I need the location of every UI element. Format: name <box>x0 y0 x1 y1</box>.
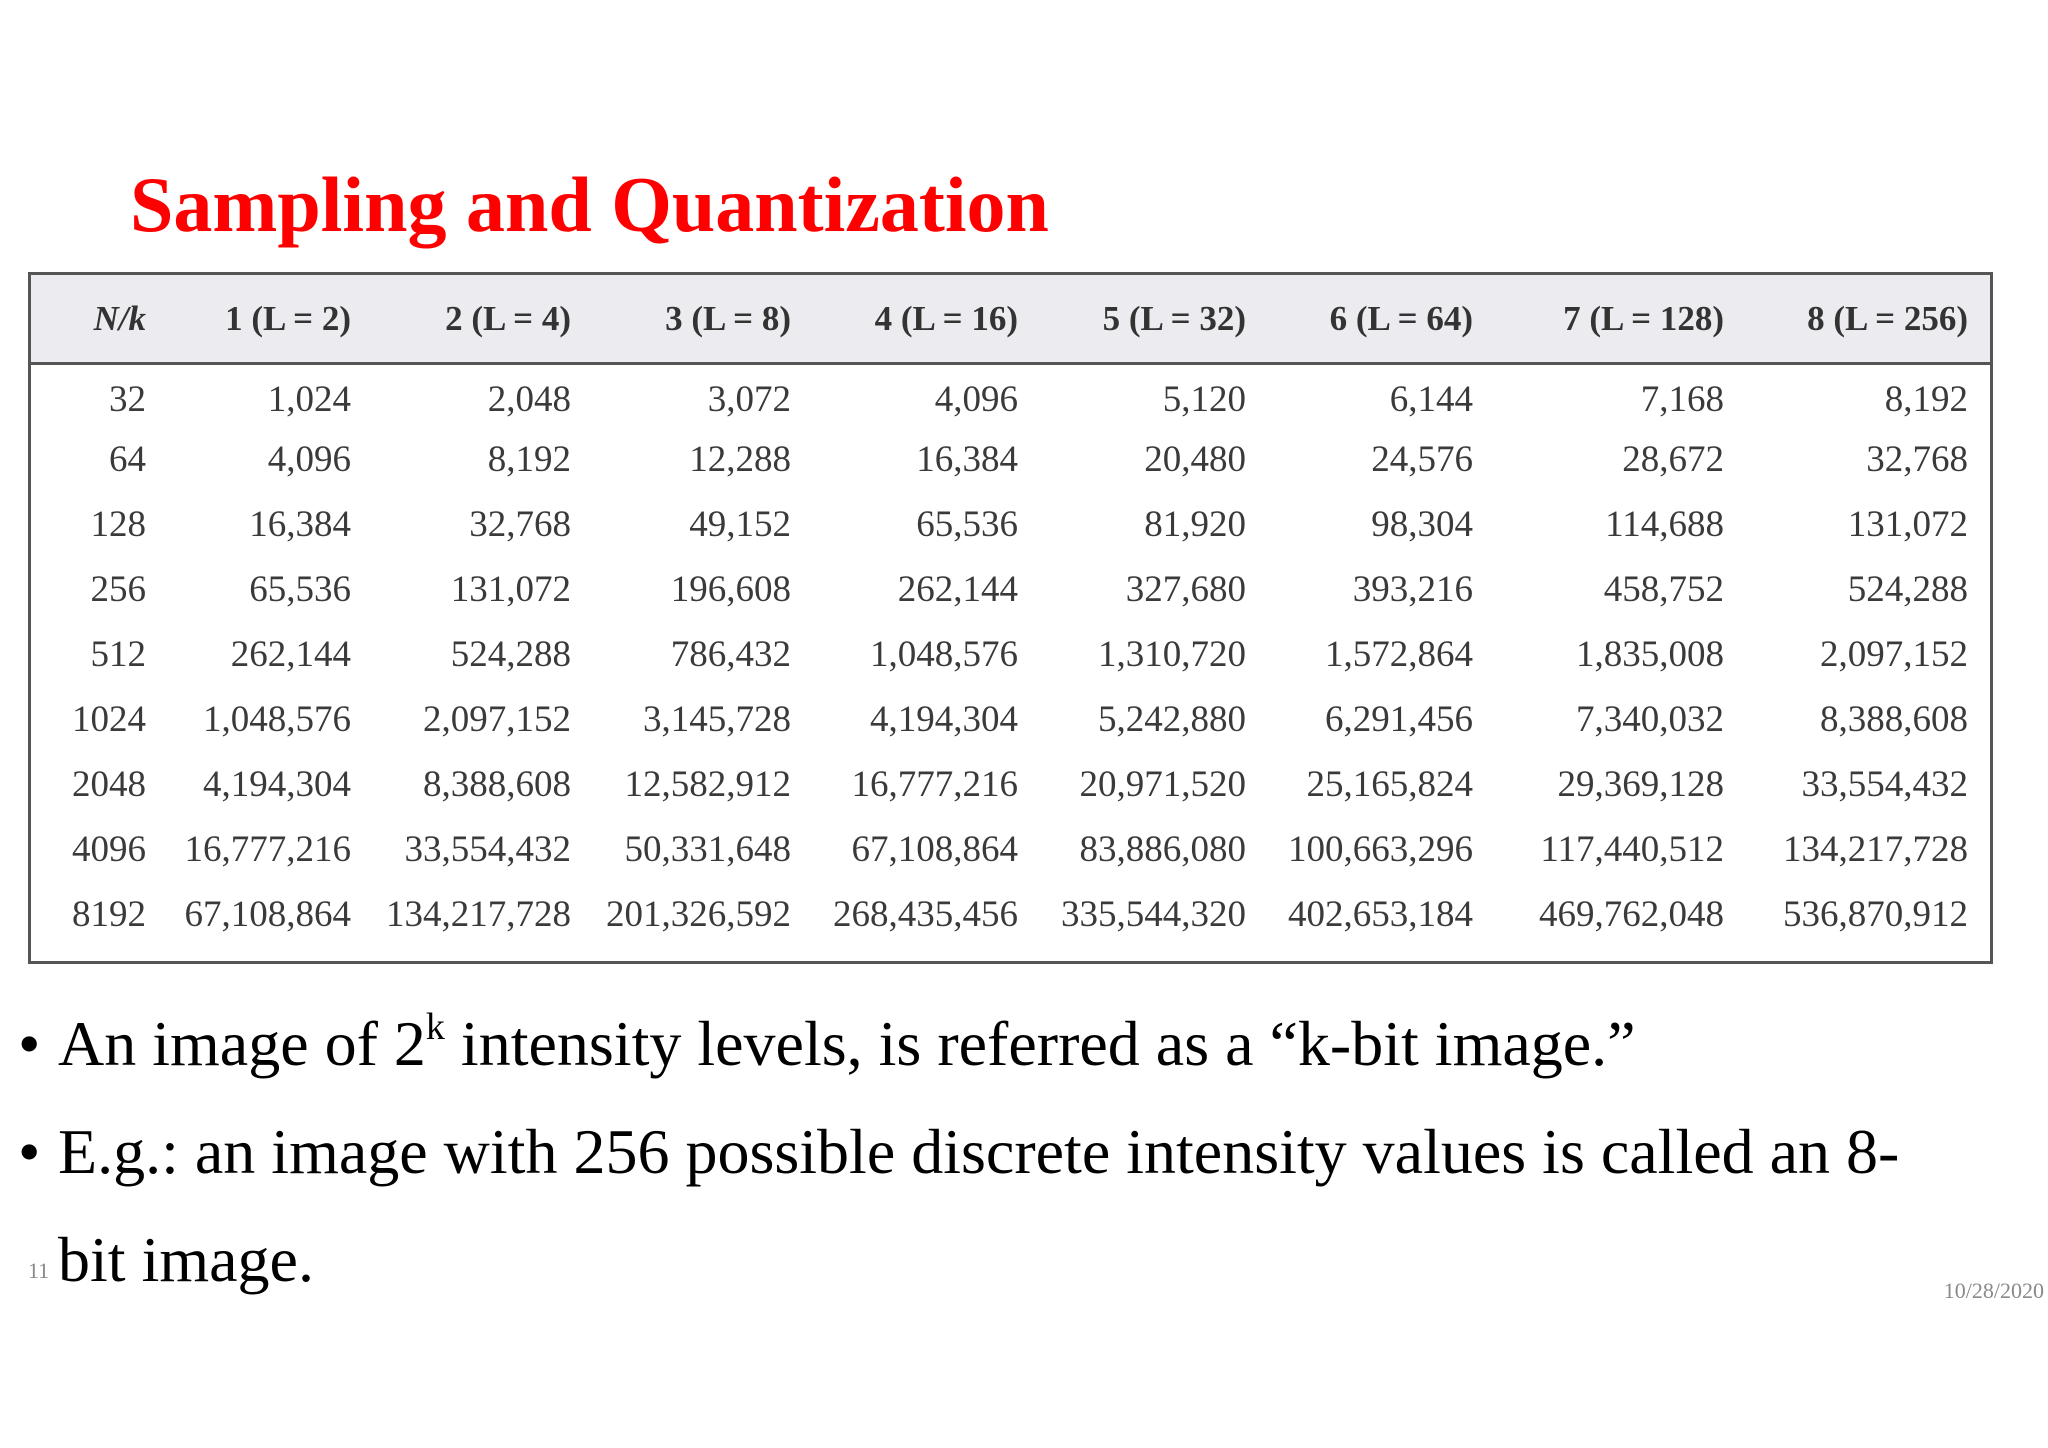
table-header-cell: N/k <box>93 299 146 338</box>
table-cell: 67,108,864 <box>184 894 351 935</box>
table-cell: 49,152 <box>689 504 791 545</box>
table-cell: 2,097,152 <box>1820 634 1968 675</box>
table-cell: 16,777,216 <box>851 764 1018 805</box>
table-header-cell: 1 (L = 2) <box>225 299 351 338</box>
table-cell: 3,072 <box>707 379 791 420</box>
table-cell: 6,291,456 <box>1325 699 1473 740</box>
table-header-row <box>31 275 1990 365</box>
table-cell: 6,144 <box>1389 379 1473 420</box>
bullet-dot: • <box>18 1116 41 1187</box>
table-cell: 28,672 <box>1622 439 1724 480</box>
table-cell: 4,096 <box>934 379 1018 420</box>
table-header-cell: 4 (L = 16) <box>874 299 1018 338</box>
bullet-text-part: intensity levels, is referred as a “k-bit image.” <box>444 1008 1636 1079</box>
table-cell: 100,663,296 <box>1288 829 1473 870</box>
table-cell: 24,576 <box>1371 439 1473 480</box>
bit-depth-table <box>28 272 1993 964</box>
table-cell: 16,777,216 <box>184 829 351 870</box>
table-header-cell: 8 (L = 256) <box>1807 299 1968 338</box>
table-cell: 458,752 <box>1603 569 1724 610</box>
table-cell: 8,192 <box>487 439 571 480</box>
table-cell: 25,165,824 <box>1306 764 1473 805</box>
superscript-k: k <box>425 1006 445 1048</box>
table-row-label: 64 <box>109 439 146 480</box>
table-cell: 16,384 <box>916 439 1018 480</box>
table-cell: 4,194,304 <box>870 699 1018 740</box>
table-cell: 67,108,864 <box>851 829 1018 870</box>
table-cell: 327,680 <box>1125 569 1246 610</box>
table-cell: 131,072 <box>450 569 571 610</box>
table-cell: 1,048,576 <box>203 699 351 740</box>
table-cell: 33,554,432 <box>1801 764 1968 805</box>
table-cell: 524,288 <box>1847 569 1968 610</box>
table-cell: 20,971,520 <box>1079 764 1246 805</box>
table-header-cell: 3 (L = 8) <box>665 299 791 338</box>
slide-date: 10/28/2020 <box>1943 1278 2044 1303</box>
table-cell: 1,572,864 <box>1325 634 1473 675</box>
table-cell: 1,310,720 <box>1098 634 1246 675</box>
table-cell: 262,144 <box>897 569 1018 610</box>
table-cell: 7,340,032 <box>1576 699 1724 740</box>
table-cell: 2,048 <box>487 379 571 420</box>
table-header-cell: 6 (L = 64) <box>1329 299 1473 338</box>
table-header-cell: 7 (L = 128) <box>1563 299 1724 338</box>
table-cell: 8,192 <box>1884 379 1968 420</box>
table-cell: 81,920 <box>1144 504 1246 545</box>
table-cell: 29,369,128 <box>1557 764 1724 805</box>
table-row-label: 2048 <box>72 764 146 805</box>
table-cell: 3,145,728 <box>643 699 791 740</box>
table-cell: 32,768 <box>1866 439 1968 480</box>
table-cell: 33,554,432 <box>404 829 571 870</box>
table-cell: 524,288 <box>450 634 571 675</box>
bullet-item-example-continued <box>18 1206 2018 1314</box>
table-cell: 134,217,728 <box>1783 829 1968 870</box>
table-cell: 4,194,304 <box>203 764 351 805</box>
table-cell: 65,536 <box>249 569 351 610</box>
table-header-cell: 5 (L = 32) <box>1102 299 1246 338</box>
bullet-text-part: An image of 2 <box>58 1008 426 1079</box>
table-row-label: 1024 <box>72 699 146 740</box>
table-cell: 4,096 <box>267 439 351 480</box>
table-cell: 8,388,608 <box>1820 699 1968 740</box>
table-cell: 20,480 <box>1144 439 1246 480</box>
table-cell: 5,242,880 <box>1098 699 1246 740</box>
table-cell: 1,048,576 <box>870 634 1018 675</box>
table-cell: 65,536 <box>916 504 1018 545</box>
bullet-item-k-bit <box>18 990 2018 1098</box>
table-row-label: 4096 <box>72 829 146 870</box>
table-cell: 469,762,048 <box>1539 894 1724 935</box>
bullet-text-line: E.g.: an image with 256 possible discrete intensity values is called an 8- <box>58 1116 1900 1187</box>
table-cell: 12,288 <box>689 439 791 480</box>
table-row-label: 32 <box>109 379 146 420</box>
table-cell: 83,886,080 <box>1079 829 1246 870</box>
table-cell: 131,072 <box>1847 504 1968 545</box>
table-cell: 98,304 <box>1371 504 1473 545</box>
table-cell: 117,440,512 <box>1540 829 1724 870</box>
table-header-cell: 2 (L = 4) <box>445 299 571 338</box>
table-row-label: 512 <box>90 634 146 675</box>
table-cell: 2,097,152 <box>423 699 571 740</box>
table-cell: 201,326,592 <box>606 894 791 935</box>
slide-number: 11 <box>28 1258 50 1283</box>
bullet-list <box>18 990 2018 1314</box>
table-cell: 1,835,008 <box>1576 634 1724 675</box>
table-cell: 268,435,456 <box>833 894 1018 935</box>
table-cell: 16,384 <box>249 504 351 545</box>
table-cell: 114,688 <box>1605 504 1724 545</box>
table-row-label: 128 <box>90 504 146 545</box>
bullet-item-example <box>18 1098 2018 1206</box>
table-cell: 536,870,912 <box>1783 894 1968 935</box>
table-cell: 134,217,728 <box>386 894 571 935</box>
table-cell: 5,120 <box>1162 379 1246 420</box>
table-cell: 393,216 <box>1352 569 1473 610</box>
table-cell: 402,653,184 <box>1288 894 1473 935</box>
slide-title: Sampling and Quantization <box>130 161 1049 248</box>
bullet-text-line: bit image. <box>58 1224 314 1295</box>
bullet-dot: • <box>18 1008 41 1079</box>
table-cell: 196,608 <box>670 569 791 610</box>
table-cell: 8,388,608 <box>423 764 571 805</box>
table-cell: 7,168 <box>1640 379 1724 420</box>
table-cell: 32,768 <box>469 504 571 545</box>
table-cell: 786,432 <box>670 634 791 675</box>
table-row-label: 256 <box>90 569 146 610</box>
table-cell: 50,331,648 <box>624 829 791 870</box>
table-cell: 12,582,912 <box>624 764 791 805</box>
table-cell: 335,544,320 <box>1061 894 1246 935</box>
table-row-label: 8192 <box>72 894 146 935</box>
table-cell: 1,024 <box>267 379 351 420</box>
table-cell: 262,144 <box>230 634 351 675</box>
